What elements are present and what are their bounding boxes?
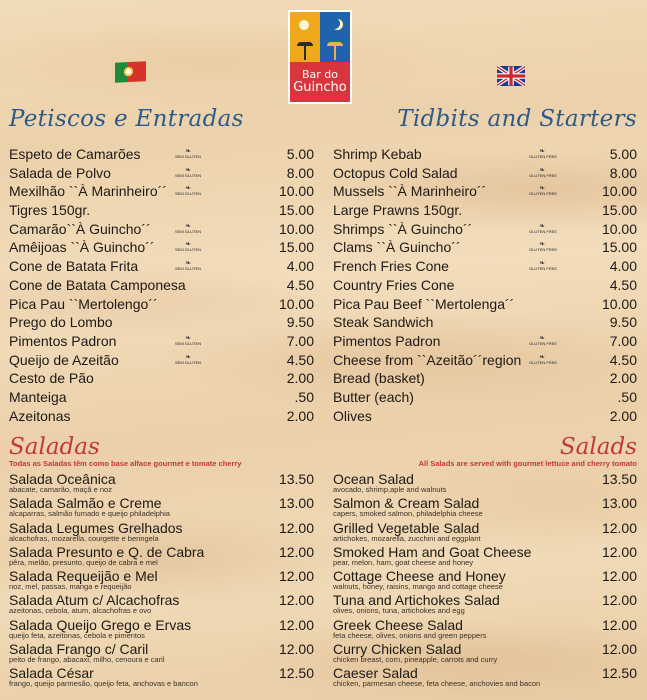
- menu-item-name: Octopus Cold Salad: [333, 164, 458, 181]
- wheat-icon: ❧: [539, 260, 545, 268]
- salads-list-en: [333, 470, 637, 689]
- menu-item: [333, 388, 637, 407]
- portugal-flag-icon: [115, 61, 146, 83]
- gluten-free-badge-icon: ❧ GLUTEN FREE: [529, 334, 558, 346]
- gluten-free-badge-icon: ❧ GLUTEN FREE: [529, 222, 558, 234]
- salad-price: 12.00: [278, 641, 314, 658]
- salad-price: 13.50: [601, 471, 637, 487]
- logo-text-line1: Bar do: [301, 68, 339, 82]
- wheat-icon: ❧: [185, 148, 191, 155]
- menu-item-price: 4.50: [609, 276, 637, 293]
- menu-item-name: Azeitonas: [9, 407, 71, 424]
- salad-item: [333, 567, 637, 591]
- salad-ingredients: artichokes, mozarella, zucchini and eggplant: [333, 533, 481, 543]
- menu-item-name: Espeto de Camarões: [9, 146, 141, 162]
- menu-item-name: Queijo de Azeitão: [9, 351, 119, 368]
- salad-name: Curry Chicken Salad: [333, 641, 462, 658]
- salads-list-pt: [9, 470, 314, 689]
- menu-item-name: Cone de Batata Frita: [9, 258, 139, 275]
- salad-item: [333, 494, 637, 518]
- salad-ingredients: olives, onions, tuna, artichokes and egg: [333, 606, 465, 616]
- salad-name: Salada César: [9, 665, 94, 682]
- salad-name: Grilled Vegetable Salad: [333, 519, 480, 536]
- menu-item: [9, 295, 314, 314]
- menu-item-price: 5.00: [286, 146, 314, 162]
- wheat-icon: ❧: [185, 334, 191, 342]
- menu-item: [9, 407, 314, 426]
- menu-item-price: 10.00: [601, 295, 637, 312]
- menu-item: [9, 257, 314, 276]
- salad-ingredients: noz, mel, passas, manga e requeijão: [9, 582, 132, 592]
- menu-item: [333, 295, 637, 314]
- salad-price: 12.00: [601, 592, 637, 609]
- salad-name: Tuna and Artichokes Salad: [333, 592, 500, 609]
- wheat-icon: ❧: [539, 353, 545, 361]
- salad-name: Smoked Ham and Goat Cheese: [333, 543, 532, 560]
- salad-name: Greek Cheese Salad: [333, 616, 463, 633]
- salad-price: 13.50: [278, 471, 314, 487]
- menu-item: [9, 182, 314, 201]
- salad-item: [9, 494, 314, 518]
- menu-item-price: .50: [617, 388, 637, 405]
- salad-ingredients: pêra, melão, presunto, queijo de cabra e mel: [9, 557, 158, 567]
- menu-item-name: Amêijoas ``À Guincho´´: [9, 239, 155, 256]
- gluten-free-badge-icon: ❧ GLUTEN FREE: [529, 185, 558, 197]
- salad-name: Salmon & Cream Salad: [333, 495, 480, 512]
- salad-name: Ocean Salad: [333, 471, 414, 487]
- menu-item-name: Pimentos Padron: [333, 332, 441, 349]
- salad-price: 12.00: [601, 641, 637, 658]
- gluten-free-badge-icon: ❧ SEM GLUTEN: [175, 166, 202, 178]
- salad-ingredients: pear, melon, ham, goat cheese and honey: [333, 557, 474, 567]
- salad-price: 12.00: [601, 543, 637, 560]
- menu-item-price: 10.00: [278, 183, 314, 200]
- wheat-icon: ❧: [539, 222, 545, 230]
- starters-list-pt: [9, 145, 314, 425]
- menu-item-name: Steak Sandwich: [333, 314, 434, 331]
- menu-item-name: Prego do Lombo: [9, 314, 113, 331]
- menu-item-name: Cheese from ``Azeitão´´region: [333, 351, 522, 368]
- salad-ingredients: peito de frango, abacaxi, milho, cenoura e caril: [9, 655, 165, 665]
- menu-item-name: Pica Pau ``Mertolengo´´: [9, 295, 158, 312]
- menu-item: [333, 276, 637, 295]
- salad-price: 12.00: [601, 568, 637, 585]
- menu-item-price: 2.00: [609, 407, 637, 424]
- menu-item-price: 4.50: [609, 351, 637, 368]
- salad-item: [333, 543, 637, 567]
- menu-item-price: 10.00: [601, 220, 637, 237]
- gluten-free-badge-icon: ❧ SEM GLUTEN: [175, 185, 202, 197]
- menu-item: [333, 145, 637, 164]
- menu-item: [333, 257, 637, 276]
- menu-item-price: 7.00: [609, 332, 637, 349]
- menu-item: [9, 164, 314, 183]
- menu-item-name: Cesto de Pão: [9, 370, 94, 387]
- wheat-icon: ❧: [539, 241, 545, 249]
- gluten-free-badge-icon: ❧ SEM GLUTEN: [175, 241, 202, 253]
- wheat-icon: ❧: [539, 185, 545, 193]
- logo-text-line2: Guincho: [293, 79, 347, 95]
- menu-item-name: Butter (each): [333, 388, 414, 405]
- menu-item-name: Pica Pau Beef ``Mertolenga´´: [333, 295, 515, 312]
- salad-name: Salada Legumes Grelhados: [9, 519, 183, 536]
- wheat-icon: ❧: [185, 353, 191, 361]
- salad-price: 12.00: [278, 592, 314, 609]
- salad-item: [9, 616, 314, 640]
- salad-price: 13.00: [278, 495, 314, 512]
- wheat-icon: ❧: [539, 166, 545, 174]
- menu-item: [9, 369, 314, 388]
- menu-item-price: 9.50: [286, 314, 314, 331]
- salads-note-en: All Salads are served with gourmet lettuce and cherry tomato: [418, 459, 637, 468]
- gluten-free-badge-icon: ❧ SEM GLUTEN: [175, 260, 202, 272]
- menu-item: [333, 351, 637, 370]
- gluten-free-badge-icon: ❧ GLUTEN FREE: [529, 260, 558, 272]
- salad-name: Salada Frango c/ Caril: [9, 641, 149, 658]
- wheat-icon: ❧: [185, 222, 191, 230]
- wheat-icon: ❧: [185, 166, 191, 174]
- menu-item: [333, 407, 637, 426]
- salad-price: 12.00: [278, 519, 314, 536]
- salad-item: [9, 640, 314, 664]
- menu-item-price: 15.00: [278, 239, 314, 256]
- gluten-free-badge-icon: ❧ SEM GLUTEN: [175, 148, 202, 159]
- menu-item-price: 10.00: [601, 183, 637, 200]
- salad-price: 12.50: [278, 665, 314, 682]
- salad-item: [9, 664, 314, 688]
- salads-title-en: Salads: [559, 434, 637, 460]
- gluten-free-badge-icon: ❧ GLUTEN FREE: [529, 241, 558, 253]
- wheat-icon: ❧: [539, 334, 545, 342]
- salad-item: [333, 591, 637, 615]
- moon-icon: [320, 12, 350, 62]
- salad-name: Salada Salmão e Creme: [9, 495, 162, 512]
- menu-item: [333, 220, 637, 239]
- wheat-icon: ❧: [185, 185, 191, 193]
- salad-item: [9, 567, 314, 591]
- salad-item: [333, 640, 637, 664]
- salad-item: [9, 543, 314, 567]
- salad-item: [333, 470, 637, 494]
- menu-item-price: 15.00: [278, 202, 314, 219]
- salad-ingredients: alcachofras, mozarella, courgette e beringela: [9, 533, 159, 543]
- salad-ingredients: alcaparras, salmão fumado e queijo philadelphia: [9, 509, 170, 519]
- salad-price: 12.00: [278, 543, 314, 560]
- salad-item: [9, 470, 314, 494]
- umbrella-icon: [327, 42, 343, 46]
- wheat-icon: ❧: [185, 260, 191, 268]
- gluten-free-badge-icon: ❧ GLUTEN FREE: [529, 166, 558, 178]
- menu-item-name: French Fries Cone: [333, 258, 449, 275]
- salad-ingredients: avocado, shrimp,aple and walnuts: [333, 485, 447, 494]
- salad-ingredients: chicken breast, corn, pineapple, carrots and curry: [333, 655, 498, 665]
- menu-item: [333, 313, 637, 332]
- salad-name: Salada Oceânica: [9, 471, 116, 487]
- salad-item: [333, 519, 637, 543]
- salad-price: 12.00: [601, 519, 637, 536]
- salads-title-pt: Saladas: [9, 434, 100, 460]
- menu-item-name: Salada de Polvo: [9, 164, 111, 181]
- menu-item: [9, 238, 314, 257]
- menu-item-price: 2.00: [609, 370, 637, 387]
- salad-item: [9, 591, 314, 615]
- wheat-icon: ❧: [539, 148, 545, 155]
- menu-item: [9, 220, 314, 239]
- gluten-free-badge-icon: ❧ SEM GLUTEN: [175, 222, 202, 234]
- menu-item-name: Tigres 150gr.: [9, 202, 91, 219]
- salad-ingredients: walnuts, honey, raisins, mango and cottage cheese: [333, 582, 503, 592]
- menu-item-price: 2.00: [286, 370, 314, 387]
- menu-item-price: .50: [294, 388, 314, 405]
- starters-list-en: [333, 145, 637, 425]
- menu-item-price: 4.50: [286, 276, 314, 293]
- salad-price: 12.50: [601, 665, 637, 682]
- menu-item-price: 15.00: [601, 202, 637, 219]
- menu-item: [9, 351, 314, 370]
- menu-item-price: 15.00: [601, 239, 637, 256]
- wheat-icon: ❧: [185, 241, 191, 249]
- menu-item: [333, 182, 637, 201]
- menu-item-name: Shrimps ``À Guincho´´: [333, 220, 473, 237]
- menu-item: [9, 145, 314, 164]
- salad-item: [333, 664, 637, 688]
- menu-item: [9, 388, 314, 407]
- menu-item-price: 10.00: [278, 295, 314, 312]
- menu-item-price: 4.00: [286, 258, 314, 275]
- gluten-free-badge-icon: ❧ GLUTEN FREE: [529, 353, 558, 365]
- salad-price: 12.00: [601, 616, 637, 633]
- salad-name: Salada Atum c/ Alcachofras: [9, 592, 180, 609]
- menu-item: [333, 369, 637, 388]
- menu-item-price: 8.00: [609, 164, 637, 181]
- salad-name: Cottage Cheese and Honey: [333, 568, 506, 585]
- umbrella-icon: [297, 42, 313, 46]
- salad-ingredients: queijo feta, azeitonas, cebola e pimentos: [9, 630, 145, 640]
- salad-ingredients: chicken, parmesan cheese, feta cheese, anchovies and bacon: [333, 679, 541, 689]
- menu-item: [9, 276, 314, 295]
- salad-ingredients: feta cheese, olives, onions and green peppers: [333, 630, 487, 640]
- menu-item: [333, 238, 637, 257]
- salad-name: Caeser Salad: [333, 665, 418, 682]
- salad-ingredients: frango, queijo parmesão, queijo feta, anchovas e bancon: [9, 679, 198, 689]
- menu-item-name: Mexilhão ``À Marinheiro´´: [9, 183, 167, 200]
- salad-price: 12.00: [278, 568, 314, 585]
- menu-item: [333, 164, 637, 183]
- menu-item-name: Cone de Batata Camponesa: [9, 276, 186, 293]
- menu-item: [333, 201, 637, 220]
- sun-icon: [290, 12, 320, 62]
- uk-flag-icon: [497, 66, 525, 86]
- menu-item-price: 4.00: [609, 258, 637, 275]
- salad-item: [333, 616, 637, 640]
- salad-name: Salada Queijo Grego e Ervas: [9, 616, 192, 633]
- salad-ingredients: capers, smoked salmon, philadelphia cheese: [333, 509, 483, 519]
- menu-item: [333, 332, 637, 351]
- salad-price: 12.00: [278, 616, 314, 633]
- gluten-free-badge-icon: ❧ GLUTEN FREE: [529, 148, 558, 159]
- menu-item-price: 4.50: [286, 351, 314, 368]
- menu-item: [9, 313, 314, 332]
- menu-item-price: 2.00: [286, 407, 314, 424]
- menu-item-name: Manteiga: [9, 388, 67, 405]
- menu-item: [9, 332, 314, 351]
- salad-item: [9, 519, 314, 543]
- gluten-free-badge-icon: ❧ SEM GLUTEN: [175, 334, 202, 346]
- menu-item-price: 9.50: [609, 314, 637, 331]
- menu-item-name: Camarão``À Guincho´´: [9, 220, 151, 237]
- salad-name: Salada Requeijão e Mel: [9, 568, 158, 585]
- menu-item-name: Large Prawns 150gr.: [333, 202, 463, 219]
- menu-item-price: 7.00: [286, 332, 314, 349]
- menu-item-name: Olives: [333, 407, 372, 424]
- menu-item: [9, 201, 314, 220]
- starters-title-en: Tidbits and Starters: [397, 106, 637, 132]
- salad-price: 13.00: [601, 495, 637, 512]
- menu-item-name: Country Fries Cone: [333, 276, 455, 293]
- menu-item-name: Clams ``À Guincho´´: [333, 239, 461, 256]
- menu-item-name: Pimentos Padron: [9, 332, 117, 349]
- menu-item-price: 8.00: [286, 164, 314, 181]
- starters-title-pt: Petiscos e Entradas: [9, 106, 244, 132]
- menu-item-price: 10.00: [278, 220, 314, 237]
- menu-item-name: Bread (basket): [333, 370, 425, 387]
- salads-note-pt: Todas as Saladas têm como base alface gourmet e tomate cherry: [9, 459, 242, 468]
- gluten-free-badge-icon: ❧ SEM GLUTEN: [175, 353, 202, 365]
- menu-item-name: Mussels ``À Marinheiro´´: [333, 183, 487, 200]
- menu-item-price: 5.00: [609, 146, 637, 162]
- menu-item-name: Shrimp Kebab: [333, 146, 422, 162]
- bar-do-guincho-logo: [288, 10, 352, 104]
- salad-ingredients: abacate, camarão, maçã e noz: [9, 485, 112, 494]
- salad-name: Salada Presunto e Q. de Cabra: [9, 543, 205, 560]
- salad-ingredients: azeitonas, cebola, atum, alcachofras e ovo: [9, 606, 152, 616]
